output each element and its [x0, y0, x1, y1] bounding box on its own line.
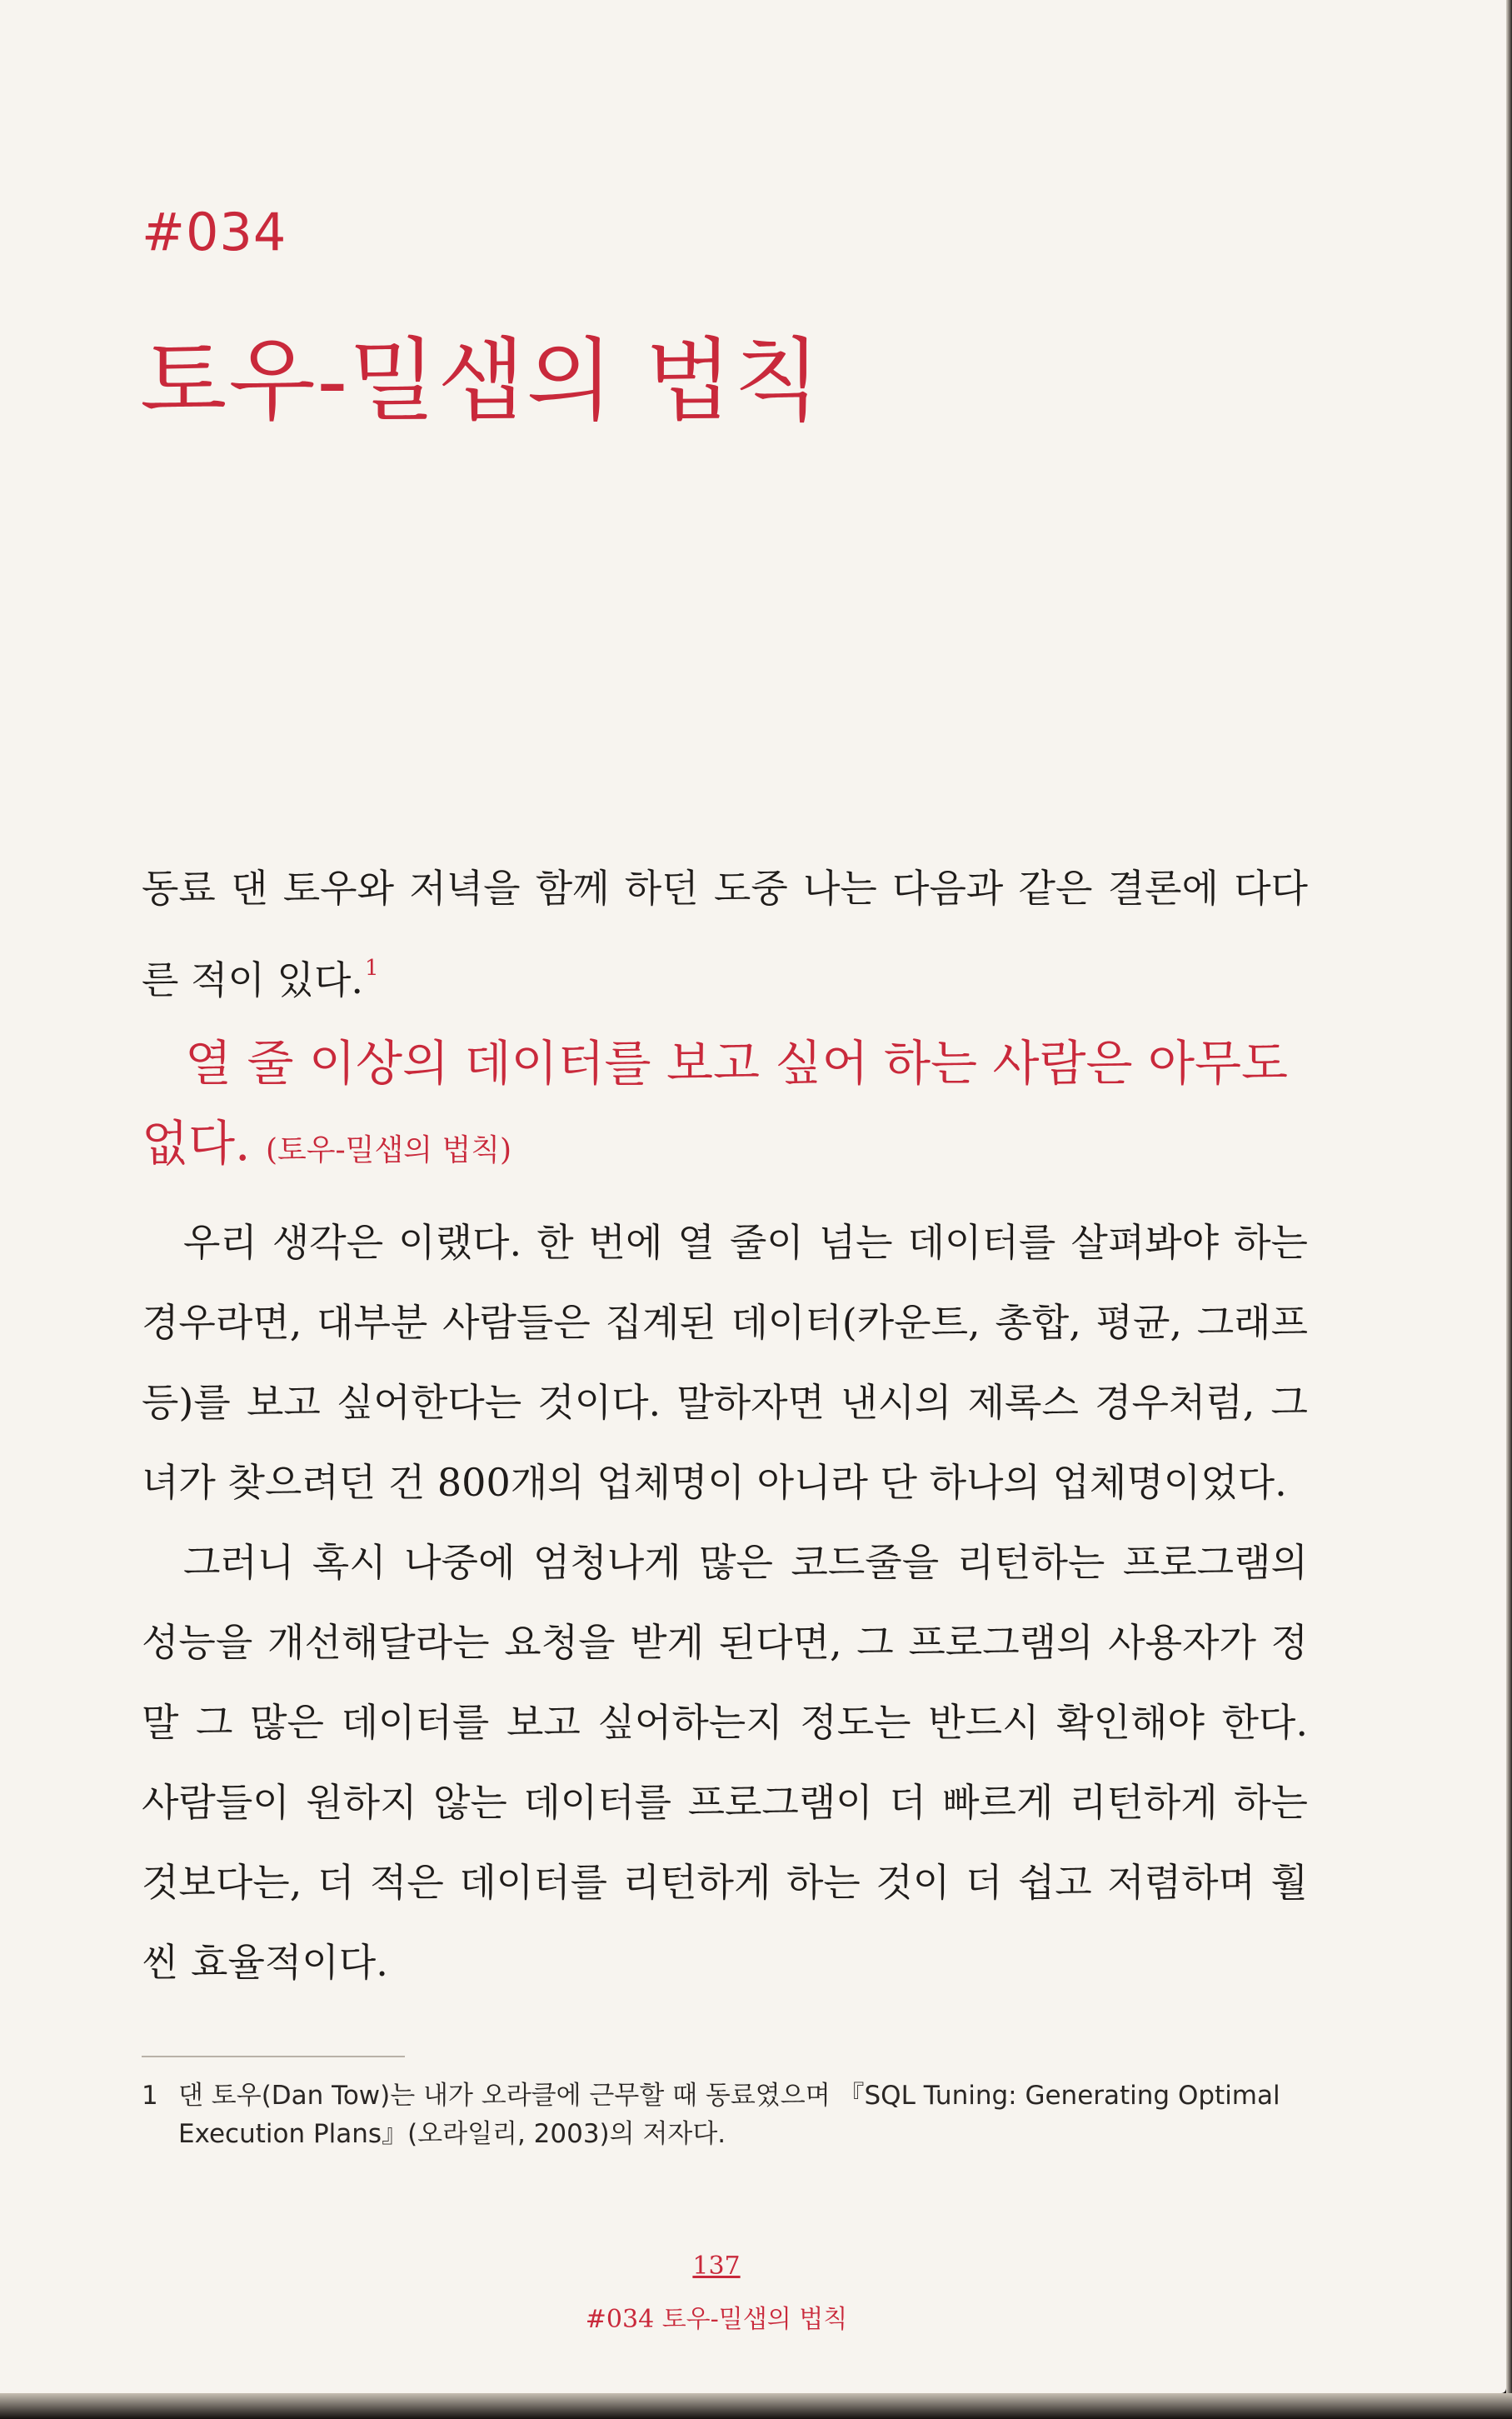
intro-text: 동료 댄 토우와 저녁을 함께 하던 도중 나는 다음과 같은 결론에 다다른 적이 있다. [142, 866, 1308, 1002]
highlighted-quote [142, 1023, 1308, 1191]
body-paragraph: 우리 생각은 이랬다. 한 번에 열 줄이 넘는 데이터를 살펴봐야 하는 경우라면, 대부분 사람들은 집계된 데이터(카운트, 총합, 평균, 그래프 등)를 보고 싶어한다는 것이다. 말하자면 낸시의 제록스 경우처럼, 그녀가 찾으려던 건 800개의 업체명이 아니라 단 하나의 업체명이었다. [142, 1220, 1308, 1505]
running-footer: #034 토우-밀샙의 법칙 [585, 2305, 848, 2334]
footnote-line: Execution Plans』(오라일리, 2003)의 저자다. [178, 2119, 726, 2149]
chapter-number: #034 [142, 202, 287, 262]
intro-paragraph [142, 848, 1308, 1020]
footnote-reference: 1 [365, 956, 379, 981]
quote-text: 열 줄 이상의 데이터를 보고 싶어 하는 사람은 아무도 없다. [142, 1035, 1289, 1172]
page-number: 137 [692, 2252, 741, 2281]
footnote-mark: 1 [142, 2081, 158, 2111]
book-bottom-edge [0, 2393, 1512, 2419]
footnote-line: 댄 토우(Dan Tow)는 내가 오라클에 근무할 때 동료였으며 『SQL Tuning: Generating Optimal [178, 2081, 1280, 2111]
chapter-title: 토우-밀샙의 법칙 [140, 329, 823, 433]
footnote-divider [142, 2056, 405, 2057]
page-edge-shadow [1506, 0, 1512, 2419]
footnote [142, 2077, 1308, 2153]
body-paragraph: 그러니 혹시 나중에 엄청나게 많은 코드줄을 리턴하는 프로그램의 성능을 개선해달라는 요청을 받게 된다면, 그 프로그램의 사용자가 정말 그 많은 데이터를 보고 싶어하는지 정도는 반드시 확인해야 한다. 사람들이 원하지 않는 데이터를 프로그램이 더 빠르게 리턴하게 하는 것보다는, 더 적은 데이터를 리턴하게 하는 것이 더 쉽고 저렴하며 훨씬 효율적이다. [142, 1540, 1308, 1985]
quote-source: (토우-밀샙의 법칙) [265, 1133, 512, 1167]
